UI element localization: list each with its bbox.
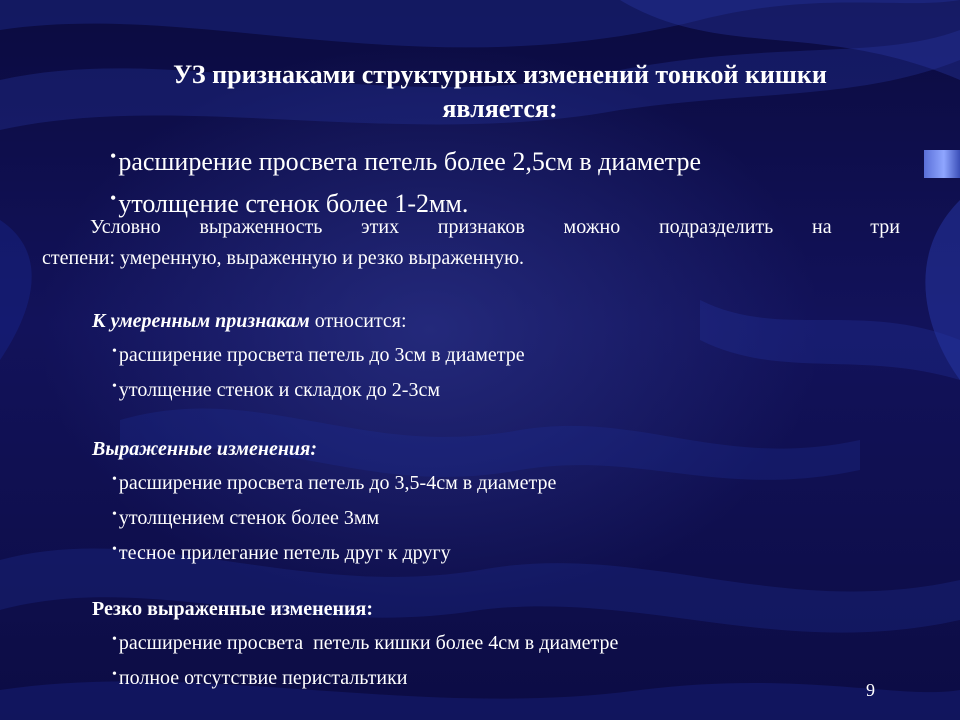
- main-points-list: [110, 138, 701, 222]
- intro-paragraph: [42, 212, 900, 274]
- bullet-icon: •: [110, 146, 117, 166]
- section-pronounced: [92, 434, 932, 569]
- section-heading: [92, 434, 932, 464]
- list-item: [112, 464, 932, 499]
- title-line-2: является:: [442, 94, 558, 123]
- intro-line-1: Условно выраженность этих признаков можно подразделить на три: [90, 216, 900, 238]
- list-item: [112, 659, 932, 694]
- main-point-text: расширение просвета петель более 2,5см в диаметре: [118, 147, 702, 176]
- list-item-text: полное отсутствие перистальтики: [118, 667, 408, 689]
- bullet-icon: •: [112, 379, 117, 394]
- list-item-text: расширение просвета петель до 3,5-4см в диаметре: [118, 472, 557, 494]
- list-item: [112, 624, 932, 659]
- section-severe: [92, 594, 932, 694]
- list-item-text: расширение просвета петель до 3см в диаметре: [118, 344, 525, 366]
- bullet-icon: •: [110, 188, 117, 208]
- section-heading: [92, 306, 932, 336]
- list-item: [112, 499, 932, 534]
- bullet-icon: •: [112, 667, 117, 682]
- main-point: [110, 138, 701, 180]
- bullet-icon: •: [112, 542, 117, 557]
- section-items: [92, 464, 932, 569]
- section-moderate: [92, 306, 932, 406]
- page-number: 9: [866, 680, 875, 700]
- bullet-icon: •: [112, 472, 117, 487]
- section-heading-bold: К умеренным признакам: [92, 310, 310, 332]
- section-heading: [92, 594, 932, 624]
- section-items: [92, 336, 932, 406]
- section-heading-rest: относится:: [309, 310, 407, 332]
- list-item-text: расширение просвета петель кишки более 4см в диаметре: [118, 632, 619, 654]
- list-item: [112, 371, 932, 406]
- section-heading-bold: Резко выраженные изменения:: [92, 598, 374, 620]
- bullet-icon: •: [112, 632, 117, 647]
- slide-title: [60, 58, 940, 126]
- main-point-text: утолщение стенок более 1-2мм.: [118, 189, 469, 218]
- section-items: [92, 624, 932, 694]
- title-line-1: УЗ признаками структурных изменений тонкой кишки: [173, 60, 827, 89]
- list-item-text: тесное прилегание петель друг к другу: [118, 542, 451, 564]
- list-item-text: утолщение стенок и складок до 2-3см: [118, 379, 440, 401]
- bullet-icon: •: [112, 507, 117, 522]
- list-item: [112, 534, 932, 569]
- intro-line-2: степени: умеренную, выраженную и резко выраженную.: [42, 247, 525, 269]
- list-item-text: утолщением стенок более 3мм: [118, 507, 380, 529]
- list-item: [112, 336, 932, 371]
- section-heading-bold: Выраженные изменения:: [92, 438, 318, 460]
- accent-square: [924, 150, 960, 178]
- bullet-icon: •: [112, 344, 117, 359]
